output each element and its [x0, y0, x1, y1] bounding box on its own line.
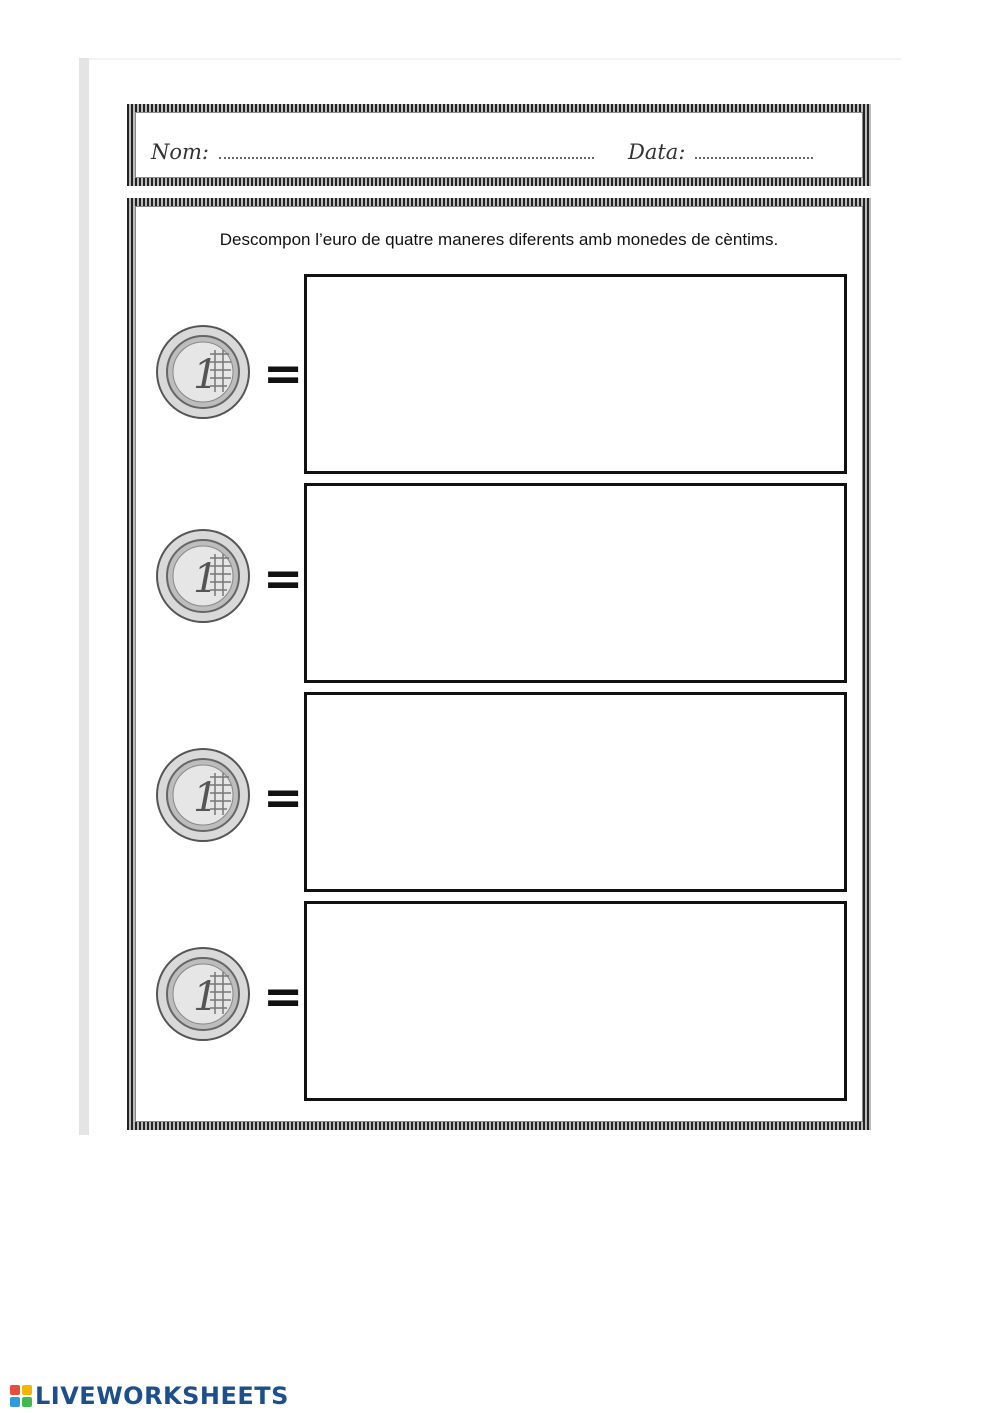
svg-text:1: 1 — [193, 974, 219, 1020]
liveworksheets-logo[interactable] — [10, 1382, 289, 1410]
one-euro-coin-icon — [155, 946, 251, 1042]
equals-sign: = — [263, 969, 304, 1025]
exercise-frame — [127, 198, 871, 1130]
page-top-edge — [89, 58, 901, 60]
header-row — [151, 138, 847, 164]
header-frame — [127, 104, 871, 186]
equals-sign: = — [263, 346, 304, 402]
date-label: Data: — [628, 140, 686, 164]
svg-text:1: 1 — [193, 775, 219, 821]
instruction-text: Descompon l’euro de quatre maneres diferents amb monedes de cèntims. — [219, 230, 779, 249]
answer-box-1[interactable] — [304, 274, 847, 474]
name-label: Nom: — [151, 140, 210, 164]
exercise-row-1 — [135, 274, 863, 478]
svg-text:1: 1 — [193, 556, 219, 602]
answer-box-3[interactable] — [304, 692, 847, 892]
one-euro-coin-icon — [155, 528, 251, 624]
one-euro-coin-icon — [155, 324, 251, 420]
exercise-row-4 — [135, 901, 863, 1105]
page-left-edge — [79, 58, 89, 1135]
one-euro-coin-icon — [155, 747, 251, 843]
answer-box-4[interactable] — [304, 901, 847, 1101]
logo-squares-icon — [10, 1385, 32, 1407]
equals-sign: = — [263, 551, 304, 607]
brand-name: LIVEWORKSHEETS — [35, 1382, 289, 1410]
equals-sign: = — [263, 770, 304, 826]
date-field[interactable] — [695, 153, 813, 159]
svg-text:1: 1 — [193, 352, 219, 398]
answer-box-2[interactable] — [304, 483, 847, 683]
exercise-row-3 — [135, 692, 863, 896]
exercise-row-2 — [135, 483, 863, 687]
name-field[interactable] — [219, 153, 594, 159]
